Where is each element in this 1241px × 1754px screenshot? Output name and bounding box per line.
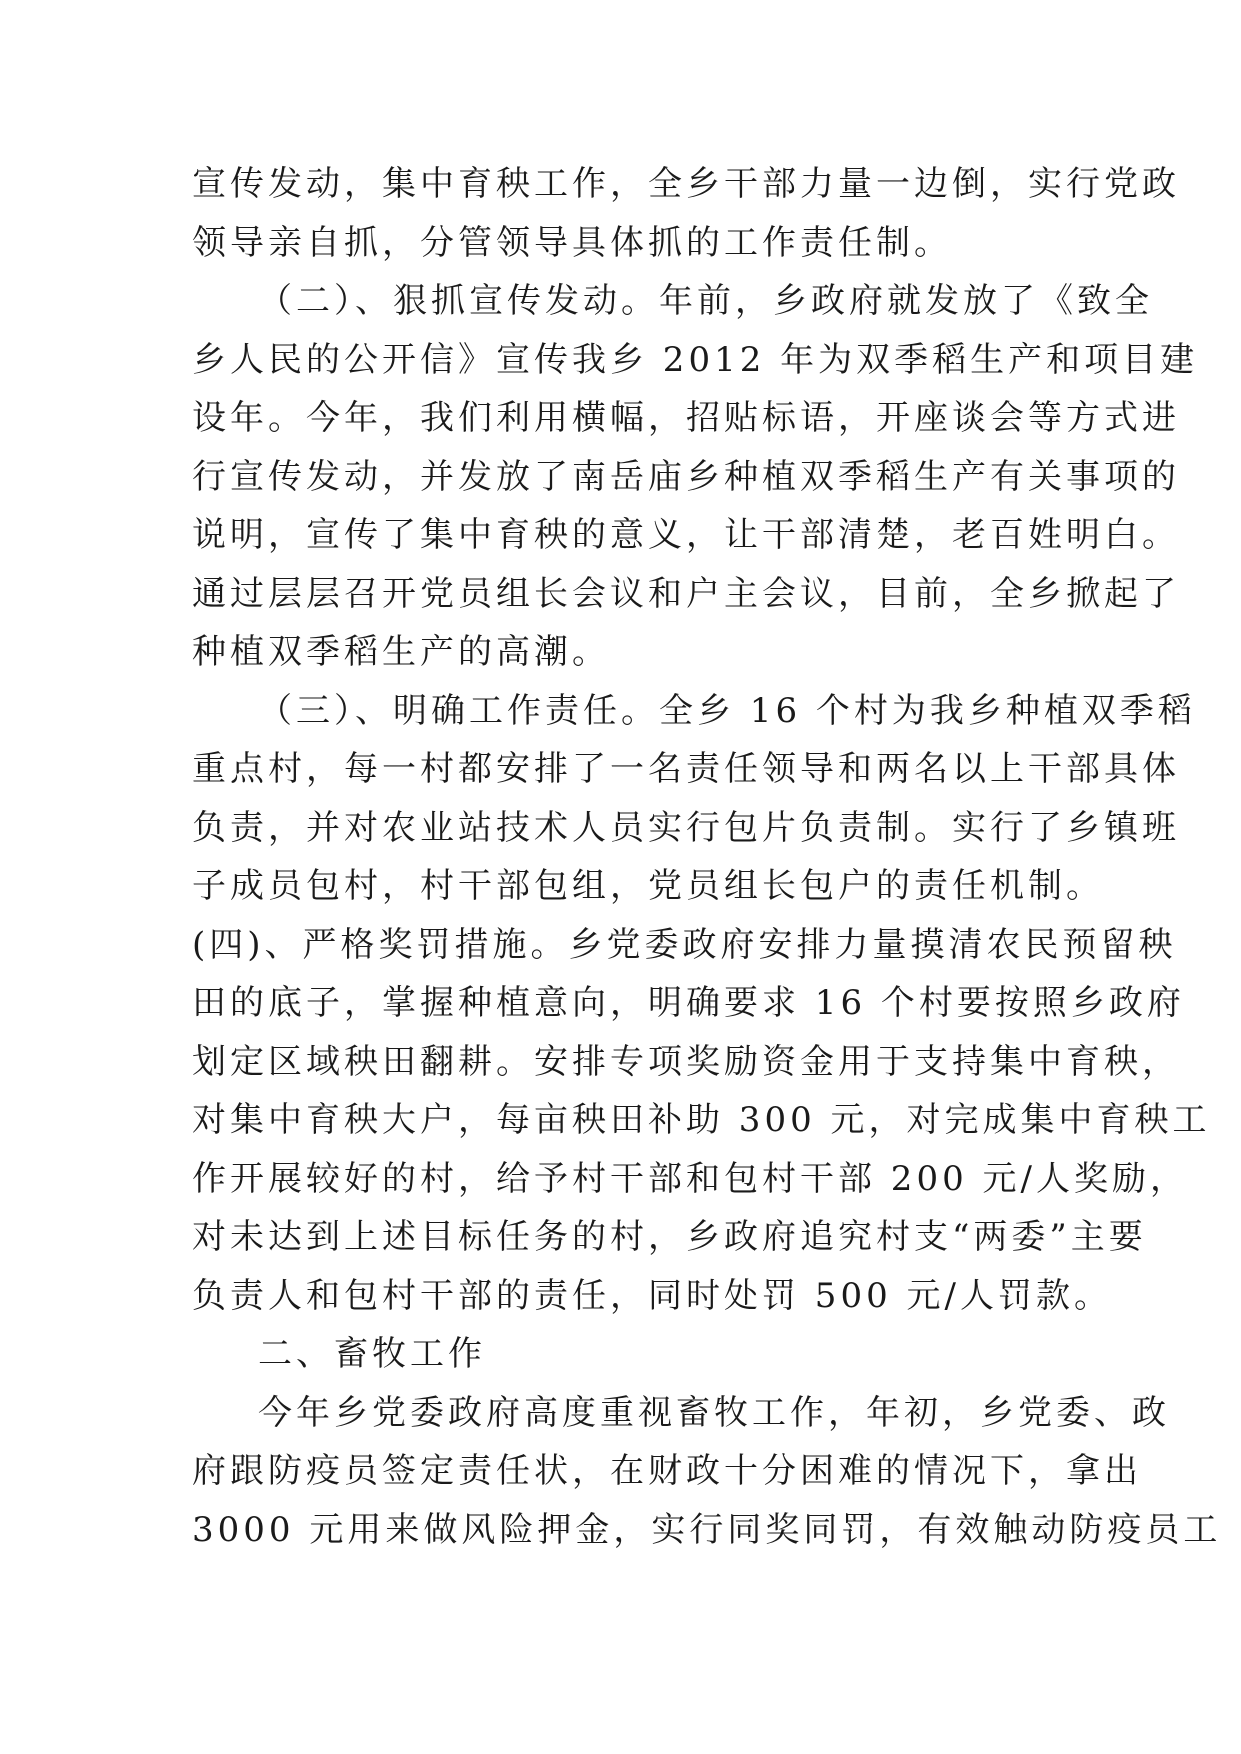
text-line: 今年乡党委政府高度重视畜牧工作，年初，乡党委、政 bbox=[258, 1392, 1170, 1433]
text-line: 子成员包村，村干部包组，党员组长包户的责任机制。 bbox=[192, 866, 1104, 906]
text-line: 宣传发动，集中育秧工作，全乡干部力量一边倒，实行党政 bbox=[192, 164, 1180, 204]
text-line: 通过层层召开党员组长会议和户主会议，目前，全乡掀起了 bbox=[192, 573, 1180, 614]
section-heading-2: （二）、狠抓宣传发动。年前，乡政府就发放了《致全 bbox=[258, 281, 1153, 321]
section-title-livestock: 二、畜牧工作 bbox=[258, 1334, 486, 1374]
text-line: 设年。今年，我们利用横幅，招贴标语，开座谈会等方式进 bbox=[192, 398, 1180, 438]
text-line: 乡人民的公开信》宣传我乡 2012 年为双季稻生产和项目建 bbox=[192, 339, 1199, 380]
text-line: 对未达到上述目标任务的村，乡政府追究村支“两委”主要 bbox=[192, 1217, 1147, 1257]
text-line: 领导亲自抓，分管领导具体抓的工作责任制。 bbox=[192, 222, 952, 263]
text-line: 负责人和包村干部的责任，同时处罚 500 元/人罚款。 bbox=[192, 1275, 1112, 1316]
text-line: 重点村，每一村都安排了一名责任领导和两名以上干部具体 bbox=[192, 749, 1180, 789]
text-line: 说明，宣传了集中育秧的意义，让干部清楚，老百姓明白。 bbox=[192, 515, 1180, 555]
text-line: 田的底子，掌握种植意向，明确要求 16 个村要按照乡政府 bbox=[192, 983, 1185, 1023]
text-line: 划定区域秧田翻耕。安排专项奖励资金用于支持集中育秧， bbox=[192, 1041, 1180, 1082]
text-line: 3000 元用来做风险押金，实行同奖同罚，有效触动防疫员工 bbox=[192, 1509, 1222, 1550]
text-line: 府跟防疫员签定责任状，在财政十分困难的情况下，拿出 bbox=[192, 1451, 1142, 1491]
document-body bbox=[192, 155, 1222, 1559]
text-line: 对集中育秧大户，每亩秧田补助 300 元，对完成集中育秧工 bbox=[192, 1100, 1211, 1140]
text-line: 负责，并对农业站技术人员实行包片负责制。实行了乡镇班 bbox=[192, 807, 1180, 848]
section-heading-4: (四)、严格奖罚措施。乡党委政府安排力量摸清农民预留秧 bbox=[192, 924, 1177, 965]
section-heading-3: （三）、明确工作责任。全乡 16 个村为我乡种植双季稻 bbox=[258, 690, 1196, 731]
text-line: 种植双季稻生产的高潮。 bbox=[192, 632, 610, 672]
text-line: 行宣传发动，并发放了南岳庙乡种植双季稻生产有关事项的 bbox=[192, 456, 1180, 497]
text-line: 作开展较好的村，给予村干部和包村干部 200 元/人奖励， bbox=[192, 1158, 1188, 1199]
